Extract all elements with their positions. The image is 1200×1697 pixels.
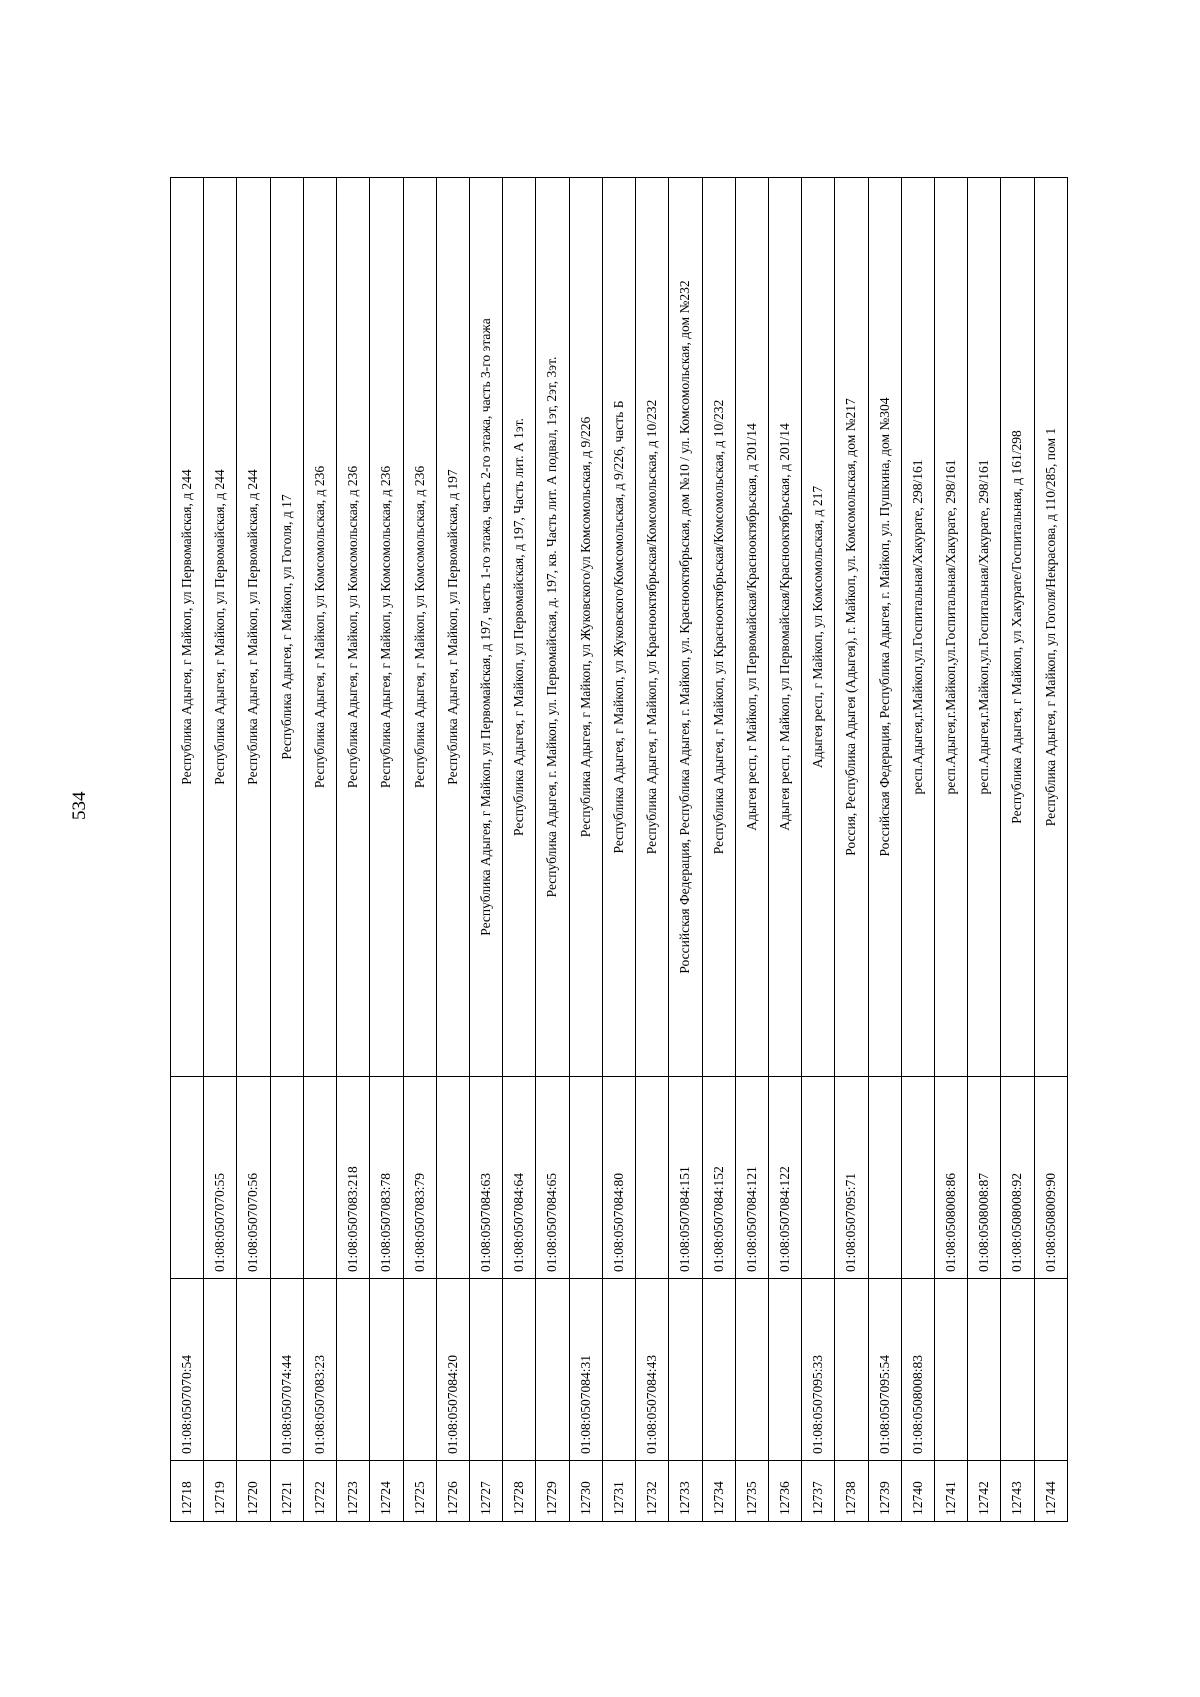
row-number-cell: 12720 [237,1461,270,1522]
address-cell: Республика Адыгея, г Майкоп, ул Комсомольская, д 236 [303,178,336,1077]
row-number-cell: 12743 [1001,1461,1034,1522]
address-cell: респ.Адыгея,г.Майкоп,ул.Госпитальная/Хакурате, 298/161 [968,178,1001,1077]
child-cadastral-number-cell: 01:08:0507070:55 [204,1077,237,1279]
address-cell: Республика Адыгея, г Майкоп, ул Краснооктябрьская/Комсомольская, д 10/232 [636,178,669,1077]
address-cell: Адыгея респ, г Майкоп, ул Первомайская/Краснооктябрьская, д 201/14 [735,178,768,1077]
address-cell: Российская Федерация, Республика Адыгея, г. Майкоп, ул. Краснооктябрьская, дом №10 / ул. Комсомольская, дом №232 [669,178,702,1077]
parent-cadastral-number-cell: 01:08:0507083:23 [303,1279,336,1461]
parent-cadastral-number-cell [204,1279,237,1461]
child-cadastral-number-cell: 01:08:0507084:64 [503,1077,536,1279]
row-number-cell: 12721 [270,1461,303,1522]
parent-cadastral-number-cell [735,1279,768,1461]
row-number-cell: 12719 [204,1461,237,1522]
row-number-cell: 12739 [868,1461,901,1522]
table-row [503,178,536,1522]
parent-cadastral-number-cell [1034,1279,1067,1461]
table-row [935,178,968,1522]
address-cell: Российская Федерация, Республика Адыгея, г. Майкоп, ул. Пушкина, дом №304 [868,178,901,1077]
row-number-cell: 12727 [469,1461,502,1522]
row-number-cell: 12742 [968,1461,1001,1522]
table-row [802,178,835,1522]
records-table [170,177,1068,1522]
table-row [403,178,436,1522]
child-cadastral-number-cell: 01:08:0507095:71 [835,1077,868,1279]
address-cell: Республика Адыгея, г Майкоп, ул Комсомольская, д 236 [403,178,436,1077]
page-number: 534 [69,791,90,820]
child-cadastral-number-cell [802,1077,835,1279]
child-cadastral-number-cell: 01:08:0508008:87 [968,1077,1001,1279]
table-row [536,178,569,1522]
address-cell: респ.Адыгея,г.Майкоп,ул.Госпитальная/Хакурате, 298/161 [935,178,968,1077]
child-cadastral-number-cell [901,1077,934,1279]
parent-cadastral-number-cell [469,1279,502,1461]
address-cell: Республика Адыгея, г Майкоп, ул Гоголя, д 17 [270,178,303,1077]
row-number-cell: 12734 [702,1461,735,1522]
row-number-cell: 12741 [935,1461,968,1522]
table-row [669,178,702,1522]
child-cadastral-number-cell: 01:08:0507083:79 [403,1077,436,1279]
address-cell: Республика Адыгея, г Майкоп, ул Первомайская, д 244 [204,178,237,1077]
table-row [337,178,370,1522]
parent-cadastral-number-cell: 01:08:0507084:31 [569,1279,602,1461]
address-cell: Республика Адыгея, г Майкоп, ул Краснооктябрьская/Комсомольская, д 10/232 [702,178,735,1077]
row-number-cell: 12740 [901,1461,934,1522]
row-number-cell: 12730 [569,1461,602,1522]
child-cadastral-number-cell: 01:08:0507083:78 [370,1077,403,1279]
row-number-cell: 12723 [337,1461,370,1522]
address-cell: Адыгея респ, г Майкоп, ул Комсомольская, д 217 [802,178,835,1077]
address-cell: Республика Адыгея, г Майкоп, ул Первомайская, д 197, часть 1-го этажа, часть 2-го этажа, часть 3-го этажа [469,178,502,1077]
address-cell: Республика Адыгея, г Майкоп, ул Жуковского/Комсомольская, д 9/226, часть Б [602,178,635,1077]
address-cell: Республика Адыгея, г Майкоп, ул Хакурате/Госпитальная, д 161/298 [1001,178,1034,1077]
address-cell: Республика Адыгея, г Майкоп, ул Первомайская, д 244 [237,178,270,1077]
parent-cadastral-number-cell [702,1279,735,1461]
address-cell: Республика Адыгея, г Майкоп, ул Комсомольская, д 236 [370,178,403,1077]
parent-cadastral-number-cell [337,1279,370,1461]
table-row [968,178,1001,1522]
table-row [270,178,303,1522]
table-row [204,178,237,1522]
child-cadastral-number-cell: 01:08:0508008:92 [1001,1077,1034,1279]
address-cell: Республика Адыгея, г Майкоп, ул Первомайская, д 197 [436,178,469,1077]
parent-cadastral-number-cell: 01:08:0507070:54 [171,1279,204,1461]
table-row [702,178,735,1522]
row-number-cell: 12735 [735,1461,768,1522]
child-cadastral-number-cell [436,1077,469,1279]
table-row [237,178,270,1522]
row-number-cell: 12725 [403,1461,436,1522]
address-cell: Республика Адыгея, г Майкоп, ул Гоголя/Некрасова, д 110/285, пом 1 [1034,178,1067,1077]
table-row [171,178,204,1522]
child-cadastral-number-cell [569,1077,602,1279]
row-number-cell: 12731 [602,1461,635,1522]
parent-cadastral-number-cell [602,1279,635,1461]
address-cell: Адыгея респ, г Майкоп, ул Первомайская/Краснооктябрьская, д 201/14 [768,178,801,1077]
parent-cadastral-number-cell [669,1279,702,1461]
address-cell: респ.Адыгея,г.Майкоп,ул.Госпитальная/Хакурате, 298/161 [901,178,934,1077]
row-number-cell: 12733 [669,1461,702,1522]
table-row [901,178,934,1522]
row-number-cell: 12718 [171,1461,204,1522]
child-cadastral-number-cell: 01:08:0507084:121 [735,1077,768,1279]
table-row [436,178,469,1522]
records-table-body [171,178,1068,1522]
parent-cadastral-number-cell: 01:08:0507095:33 [802,1279,835,1461]
child-cadastral-number-cell: 01:08:0508009:90 [1034,1077,1067,1279]
child-cadastral-number-cell: 01:08:0508008:86 [935,1077,968,1279]
row-number-cell: 12728 [503,1461,536,1522]
row-number-cell: 12736 [768,1461,801,1522]
table-row [868,178,901,1522]
parent-cadastral-number-cell [237,1279,270,1461]
row-number-cell: 12729 [536,1461,569,1522]
table-row [569,178,602,1522]
child-cadastral-number-cell: 01:08:0507084:152 [702,1077,735,1279]
table-row [636,178,669,1522]
row-number-cell: 12724 [370,1461,403,1522]
parent-cadastral-number-cell [503,1279,536,1461]
address-cell: Республика Адыгея, г. Майкоп, ул. Первомайская, д. 197, кв. Часть лит. А подвал, 1эт, 2эт, 3эт. [536,178,569,1077]
parent-cadastral-number-cell [835,1279,868,1461]
row-number-cell: 12737 [802,1461,835,1522]
address-cell: Россия, Республика Адыгея (Адыгея), г. Майкоп, ул. Комсомольская, дом №217 [835,178,868,1077]
table-row [1034,178,1067,1522]
table-row [303,178,336,1522]
records-table-container [170,178,1068,1522]
table-row [602,178,635,1522]
parent-cadastral-number-cell [968,1279,1001,1461]
row-number-cell: 12744 [1034,1461,1067,1522]
address-cell: Республика Адыгея, г Майкоп, ул Жуковского/ул Комсомольская, д 9/226 [569,178,602,1077]
parent-cadastral-number-cell: 01:08:0507084:20 [436,1279,469,1461]
child-cadastral-number-cell [171,1077,204,1279]
address-cell: Республика Адыгея, г Майкоп, ул Первомайская, д 244 [171,178,204,1077]
parent-cadastral-number-cell [536,1279,569,1461]
child-cadastral-number-cell: 01:08:0507084:80 [602,1077,635,1279]
child-cadastral-number-cell: 01:08:0507084:151 [669,1077,702,1279]
parent-cadastral-number-cell [1001,1279,1034,1461]
parent-cadastral-number-cell [403,1279,436,1461]
table-row [1001,178,1034,1522]
child-cadastral-number-cell [270,1077,303,1279]
address-cell: Республика Адыгея, г Майкоп, ул Комсомольская, д 236 [337,178,370,1077]
child-cadastral-number-cell [868,1077,901,1279]
parent-cadastral-number-cell [768,1279,801,1461]
parent-cadastral-number-cell [935,1279,968,1461]
row-number-cell: 12722 [303,1461,336,1522]
table-row [768,178,801,1522]
child-cadastral-number-cell: 01:08:0507084:63 [469,1077,502,1279]
row-number-cell: 12738 [835,1461,868,1522]
child-cadastral-number-cell: 01:08:0507083:218 [337,1077,370,1279]
child-cadastral-number-cell [303,1077,336,1279]
parent-cadastral-number-cell: 01:08:0507074:44 [270,1279,303,1461]
child-cadastral-number-cell: 01:08:0507070:56 [237,1077,270,1279]
parent-cadastral-number-cell [370,1279,403,1461]
child-cadastral-number-cell: 01:08:0507084:122 [768,1077,801,1279]
table-row [735,178,768,1522]
table-row [835,178,868,1522]
table-row [370,178,403,1522]
row-number-cell: 12726 [436,1461,469,1522]
parent-cadastral-number-cell: 01:08:0507095:54 [868,1279,901,1461]
parent-cadastral-number-cell: 01:08:0507084:43 [636,1279,669,1461]
address-cell: Республика Адыгея, г Майкоп, ул Первомайская, д 197, Часть лит. А 1эт. [503,178,536,1077]
row-number-cell: 12732 [636,1461,669,1522]
child-cadastral-number-cell: 01:08:0507084:65 [536,1077,569,1279]
table-row [469,178,502,1522]
parent-cadastral-number-cell: 01:08:0508008:83 [901,1279,934,1461]
child-cadastral-number-cell [636,1077,669,1279]
